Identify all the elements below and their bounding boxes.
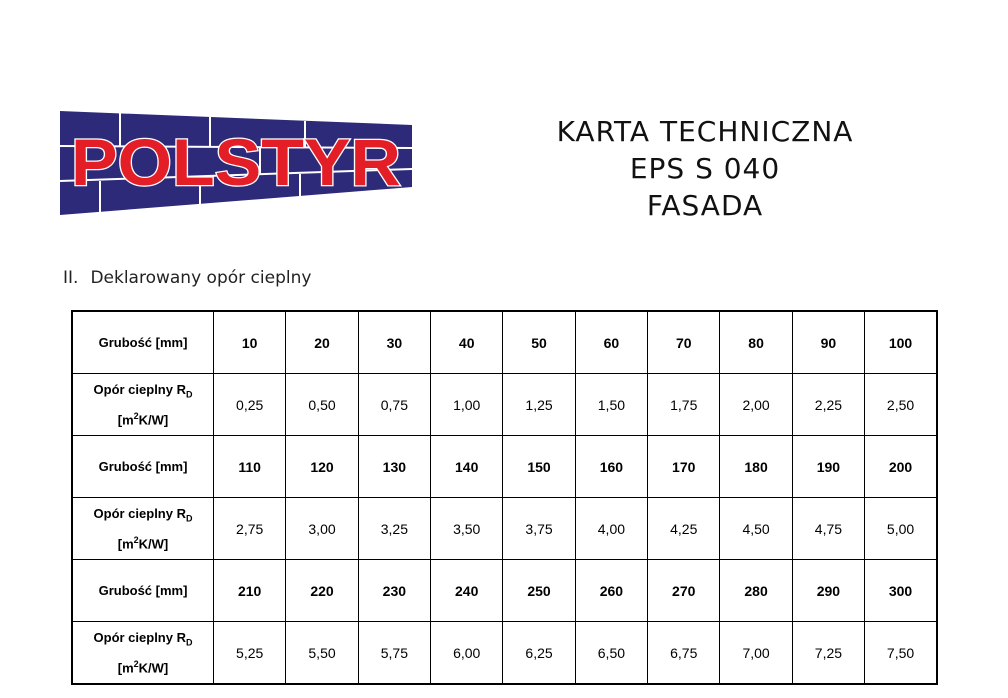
thickness-row [72,560,937,622]
resistance-value: 1,25 [503,374,575,436]
thickness-row [72,436,937,498]
resistance-label-text: Opór cieplny R [93,506,186,522]
thickness-label: Grubość [mm] [72,436,214,498]
resistance-label [72,498,214,560]
thickness-value: 240 [431,560,503,622]
resistance-value: 6,00 [431,622,503,685]
resistance-unit-suffix: K/W] [138,411,169,427]
resistance-value: 5,25 [214,622,286,685]
resistance-label-text: Opór cieplny R [93,630,186,646]
resistance-label-subscript: D [185,513,193,524]
thickness-value: 230 [358,560,430,622]
thickness-value: 190 [792,436,864,498]
resistance-unit-prefix: [m [117,659,134,675]
thickness-value: 300 [865,560,937,622]
thickness-value: 90 [792,311,864,374]
resistance-value: 2,25 [792,374,864,436]
resistance-label-subscript: D [185,389,193,400]
resistance-value: 3,00 [286,498,358,560]
resistance-unit-superscript: 2 [133,658,139,669]
resistance-value: 5,00 [865,498,937,560]
thickness-value: 170 [648,436,720,498]
resistance-unit-suffix: K/W] [138,659,169,675]
thickness-value: 80 [720,311,792,374]
resistance-value: 0,25 [214,374,286,436]
section-number: II. [63,268,79,288]
thermal-resistance-table [71,310,938,685]
thickness-value: 40 [431,311,503,374]
resistance-value: 4,25 [648,498,720,560]
thickness-value: 20 [286,311,358,374]
thickness-value: 120 [286,436,358,498]
thickness-value: 260 [575,560,647,622]
resistance-value: 3,75 [503,498,575,560]
resistance-value: 4,00 [575,498,647,560]
thickness-value: 250 [503,560,575,622]
resistance-unit-superscript: 2 [133,534,139,545]
resistance-row [72,374,937,436]
thickness-value: 70 [648,311,720,374]
resistance-value: 4,75 [792,498,864,560]
thickness-value: 110 [214,436,286,498]
resistance-label [72,374,214,436]
resistance-value: 1,50 [575,374,647,436]
resistance-value: 5,50 [286,622,358,685]
resistance-value: 2,75 [214,498,286,560]
thickness-value: 30 [358,311,430,374]
thickness-value: 150 [503,436,575,498]
resistance-value: 6,25 [503,622,575,685]
title-line-3: FASADA [646,189,764,222]
resistance-value: 4,50 [720,498,792,560]
thickness-value: 290 [792,560,864,622]
resistance-unit-prefix: [m [117,535,134,551]
thickness-value: 160 [575,436,647,498]
document-title [500,113,910,224]
resistance-unit-suffix: K/W] [138,535,169,551]
resistance-unit-prefix: [m [117,411,134,427]
thickness-value: 280 [720,560,792,622]
section-title: Deklarowany opór cieplny [90,268,312,288]
resistance-value: 2,50 [865,374,937,436]
resistance-label [72,622,214,685]
resistance-value: 7,25 [792,622,864,685]
resistance-value: 7,50 [865,622,937,685]
resistance-value: 1,00 [431,374,503,436]
resistance-value: 0,75 [358,374,430,436]
resistance-row [72,498,937,560]
section-heading [63,268,311,288]
resistance-row [72,622,937,685]
thickness-value: 200 [865,436,937,498]
thickness-value: 270 [648,560,720,622]
resistance-value: 5,75 [358,622,430,685]
thickness-value: 210 [214,560,286,622]
resistance-value: 2,00 [720,374,792,436]
resistance-label-text: Opór cieplny R [93,382,186,398]
resistance-value: 3,50 [431,498,503,560]
resistance-unit-superscript: 2 [133,410,139,421]
title-line-2: EPS S 040 [629,152,781,185]
thickness-label: Grubość [mm] [72,311,214,374]
thickness-value: 10 [214,311,286,374]
thickness-value: 140 [431,436,503,498]
thickness-value: 50 [503,311,575,374]
thickness-value: 180 [720,436,792,498]
resistance-value: 7,00 [720,622,792,685]
resistance-value: 0,50 [286,374,358,436]
thickness-label: Grubość [mm] [72,560,214,622]
logo-text: POLSTYR [71,125,401,199]
resistance-value: 6,75 [648,622,720,685]
thickness-value: 220 [286,560,358,622]
resistance-label-subscript: D [185,637,193,648]
polstyr-logo [60,111,412,215]
thickness-value: 100 [865,311,937,374]
thickness-value: 60 [575,311,647,374]
resistance-value: 6,50 [575,622,647,685]
thickness-value: 130 [358,436,430,498]
polstyr-logo-graphic [60,111,412,215]
thickness-row [72,311,937,374]
title-line-1: KARTA TECHNICZNA [556,115,854,148]
resistance-value: 1,75 [648,374,720,436]
resistance-value: 3,25 [358,498,430,560]
